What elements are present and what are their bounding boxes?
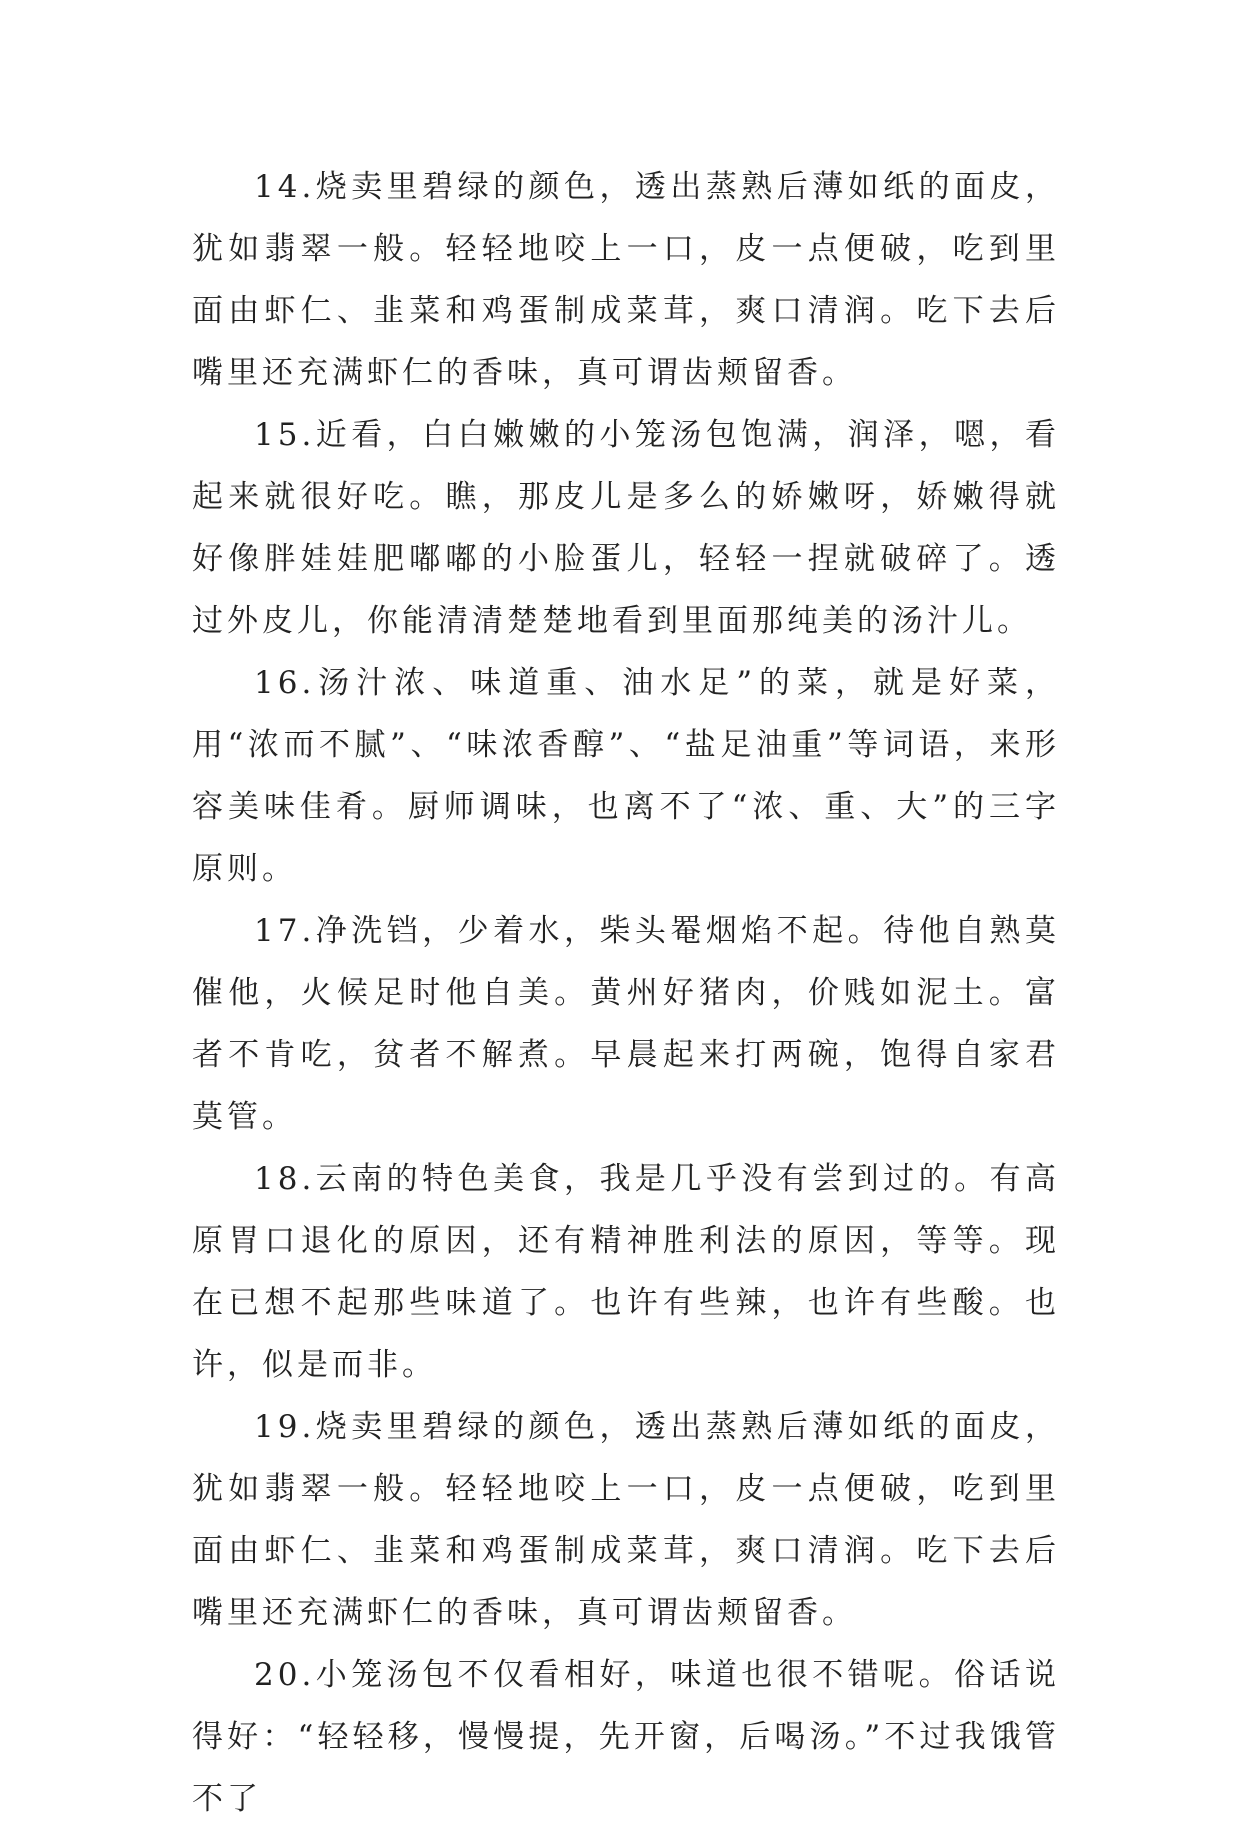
- paragraph-19: 19.烧卖里碧绿的颜色，透出蒸熟后薄如纸的面皮，犹如翡翠一般。轻轻地咬上一口，皮一点便破，吃到里面由虾仁、韭菜和鸡蛋制成菜茸，爽口清润。吃下去后嘴里还充满虾仁的香味，真可谓齿颊留香。: [192, 1409, 1060, 1631]
- paragraph-15: 15.近看，白白嫩嫩的小笼汤包饱满，润泽，嗯，看起来就很好吃。瞧，那皮儿是多么的娇嫩呀，娇嫩得就好像胖娃娃肥嘟嘟的小脸蛋儿，轻轻一捏就破碎了。透过外皮儿，你能清清楚楚地看到里面那纯美的汤汁儿。: [192, 417, 1060, 639]
- paragraph-20: 20.小笼汤包不仅看相好，味道也很不错呢。俗话说得好：“轻轻移，慢慢提，先开窗，后喝汤。”不过我饿管不了: [192, 1657, 1060, 1817]
- paragraph-18: 18.云南的特色美食，我是几乎没有尝到过的。有高原胃口退化的原因，还有精神胜利法的原因，等等。现在已想不起那些味道了。也许有些辣，也许有些酸。也许，似是而非。: [192, 1161, 1060, 1383]
- paragraph-16: 16.汤汁浓、味道重、油水足”的菜，就是好菜，用“浓而不腻”、“味浓香醇”、“盐足油重”等词语，来形容美味佳肴。厨师调味，也离不了“浓、重、大”的三字原则。: [192, 665, 1060, 887]
- document-body: [192, 156, 1060, 1830]
- paragraph-14: 14.烧卖里碧绿的颜色，透出蒸熟后薄如纸的面皮，犹如翡翠一般。轻轻地咬上一口，皮一点便破，吃到里面由虾仁、韭菜和鸡蛋制成菜茸，爽口清润。吃下去后嘴里还充满虾仁的香味，真可谓齿颊留香。: [192, 169, 1060, 391]
- paragraph-17: 17.净洗铛，少着水，柴头罨烟焰不起。待他自熟莫催他，火候足时他自美。黄州好猪肉，价贱如泥土。富者不肯吃，贫者不解煮。早晨起来打两碗，饱得自家君莫管。: [192, 913, 1060, 1135]
